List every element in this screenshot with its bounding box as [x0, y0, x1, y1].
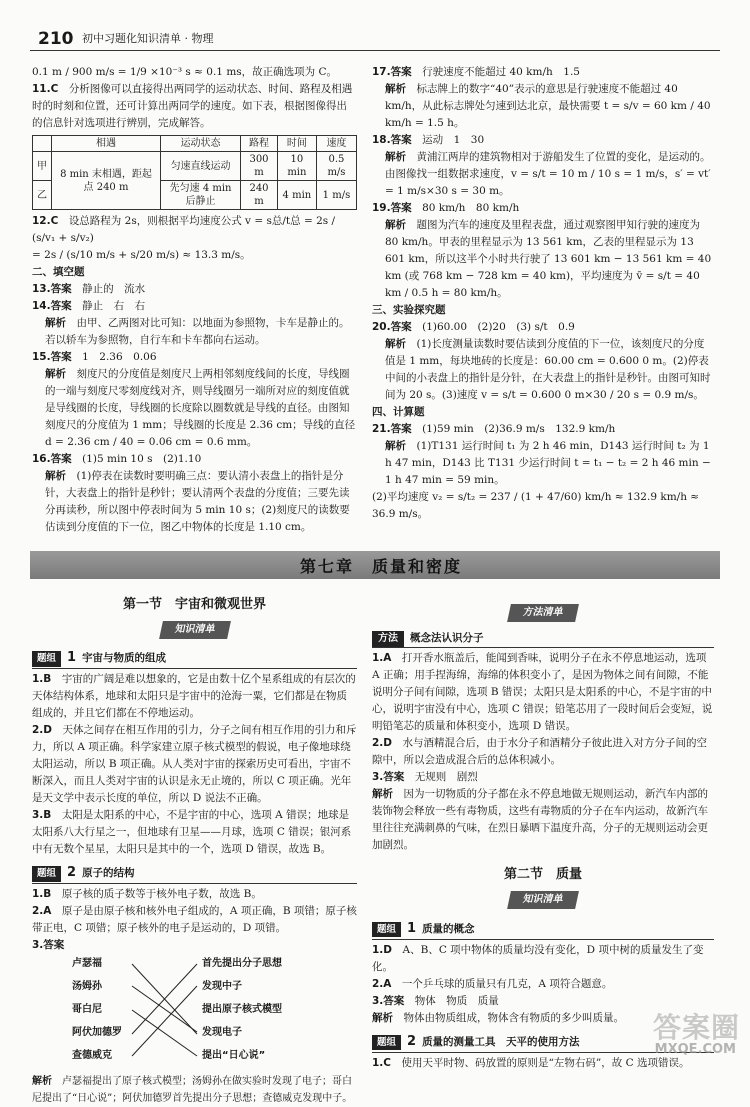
answer-body: 静止 右 右	[82, 300, 145, 312]
knowledge-list-tag: 知识清单	[507, 891, 579, 909]
match-person: 汤姆孙	[72, 979, 102, 995]
header-rule	[30, 50, 720, 51]
answer-label: 15.答案	[32, 351, 72, 363]
left-column-top	[32, 64, 357, 536]
answer-body: (1)60.00 (2)20 (3) s/t 0.9	[422, 321, 575, 333]
answer-text: (2)平均速度 v₂ = s/t₂ = 237 / (1 + 47/60) km/h ≈ 132.9 km/h ≈ 36.9 m/s。	[372, 489, 714, 523]
answer-label: 1.B	[32, 888, 51, 900]
answer-item	[32, 451, 357, 468]
answer-item	[372, 319, 714, 336]
answer-body: (1)59 min (2)36.9 m/s 132.9 km/h	[422, 423, 615, 435]
answer-label: 解析	[385, 440, 406, 452]
answer-text: 0.1 m / 900 m/s = 1/9 ×10⁻³ s ≈ 0.1 ms，故正确选项为 C。	[32, 64, 357, 81]
table-cell: 10 min	[277, 152, 316, 181]
answer-label: 解析	[385, 338, 406, 350]
answer-body: (1)T131 运行时间 t₁ 为 2 h 46 min，D143 运行时间 t₂ 为 1 h 47 min，D143 比 T131 少运行时间 t = t₁ − t₂ = 2 h 46 min − 1 h 47 min = 59 min。	[385, 440, 711, 486]
answer-label: 21.答案	[372, 423, 412, 435]
answer-label: 3.答案	[32, 939, 64, 951]
answer-label: 解析	[372, 788, 393, 800]
table-header-cell: 速度	[316, 136, 356, 152]
answer-label: 12.C	[32, 215, 58, 227]
answer-body: 宇宙的广阔是难以想象的，它是由数十亿个星系组成的有层次的天体结构体系，地球和太阳只是宇宙中的沧海一粟，它们都是在物质组成的，并且它们都在不停地运动。	[32, 673, 356, 719]
table-cell: 300 m	[241, 152, 278, 181]
answer-item	[32, 81, 357, 132]
table-header-cell: 运动状态	[161, 136, 241, 152]
answer-label: 19.答案	[372, 202, 412, 214]
table-cell: 8 min 末相遇，距起点 240 m	[52, 152, 161, 210]
section-heading: 四、计算题	[372, 404, 714, 421]
answer-label: 13.答案	[32, 283, 72, 295]
answer-item	[372, 421, 714, 438]
answer-item	[32, 298, 357, 315]
answer-body: 水与酒精混合后，由于水分子和酒精分子彼此进入对方分子间的空隙中，所以会造成混合后的总体积减小。	[372, 737, 707, 766]
answer-body: 无规则 剧烈	[415, 771, 478, 783]
answer-label: 1.B	[32, 673, 51, 685]
answer-label: 1.A	[372, 652, 391, 664]
answer-label: 解析	[45, 317, 66, 329]
answer-body: 黄浦江两岸的建筑物相对于游船发生了位置的变化，是运动的。由图像找一组数据求速度，v = s/t = 10 m / 10 s = 1 m/s，s′ = vt′ = 1 m/s×30 s = 30 m。	[385, 151, 711, 197]
answer-label: 17.答案	[372, 66, 412, 78]
answer-item	[372, 64, 714, 81]
answer-label: 1.C	[372, 1057, 391, 1069]
match-achievement: 发现中子	[202, 979, 242, 995]
answer-item	[372, 132, 714, 149]
answer-item	[32, 903, 357, 937]
answer-label: 2.A	[372, 978, 391, 990]
knowledge-list-tag: 知识清单	[159, 621, 231, 639]
book-title: 初中习题化知识清单 · 物理	[82, 30, 214, 48]
answer-body: 原子是由原子核和核外电子组成的，A 项正确，B 项错；原子核带正电，C 项错；原子核外的电子是运动的，D 项错。	[32, 905, 357, 934]
watermark-logo: 答案圈	[653, 1005, 740, 1050]
right-column-top	[372, 64, 714, 523]
answer-item	[32, 807, 357, 858]
answer-item	[372, 735, 714, 769]
table-cell: 乙	[33, 181, 52, 210]
answer-body: 运动 1 30	[422, 134, 484, 146]
answer-body: (1)长度测量读数时要估读到分度值的下一位，该刻度尺的分度值是 1 mm，每块地砖的长度是：60.00 cm = 0.600 0 m。(2)停表中间的小表盘上的指针是分针，在大表盘上的指针是秒针。由图可知时间为 20 s。(3)速度 v = s/t = 0.600 0 m×30 / 20 s = 0.9 m/s。	[385, 338, 711, 401]
answer-label: 2.D	[32, 724, 52, 736]
question-group-header: 题组 1 质量的概念	[372, 918, 714, 940]
answer-label: 解析	[385, 151, 406, 163]
method-header: 方法 概念法认识分子	[372, 630, 714, 648]
matching-diagram	[32, 954, 357, 1074]
answer-label: 18.答案	[372, 134, 412, 146]
section-heading: 三、实验探究题	[372, 302, 714, 319]
answer-body: 1 2.36 0.06	[82, 351, 156, 363]
answer-body: 太阳是太阳系的中心，不是宇宙的中心，选项 A 错误；地球是太阳系八大行星之一，但地球有卫星——月球，选项 C 错误；银河系中有无数个星星，太阳只是其中的一个，选项 D 错误，故选 B。	[32, 809, 351, 855]
match-person: 卢瑟福	[72, 956, 102, 972]
watermark-url: MXQE.COM	[655, 1039, 736, 1060]
chapter-banner	[30, 551, 720, 579]
answer-body: 物体 物质 质量	[415, 995, 499, 1007]
answer-label: 20.答案	[372, 321, 412, 333]
match-achievement: 提出原子核式模型	[202, 1002, 282, 1018]
answer-body: 标志牌上的数字“40”表示的意思是行驶速度不能超过 40 km/h，从此标志牌处匀速到达北京，最快需要 t = s/v = 60 km / 40 km/h = 1.5 h。	[385, 83, 711, 129]
right-answers	[372, 64, 714, 523]
answer-label: 3.答案	[372, 771, 404, 783]
answer-label: 解析	[385, 219, 406, 231]
answer-item	[372, 786, 714, 854]
answer-item	[372, 769, 714, 786]
answer-label: 11.C	[32, 83, 58, 95]
answer-item	[372, 976, 714, 993]
answer-item	[372, 942, 714, 976]
answer-item	[32, 722, 357, 807]
table-cell: 4 min	[277, 181, 316, 210]
match-achievement: 提出“日心说”	[202, 1048, 265, 1064]
analysis-paragraph	[372, 336, 714, 404]
match-person: 查德威克	[72, 1048, 112, 1064]
analysis-paragraph	[372, 149, 714, 200]
question-group-header: 题组 2 质量的测量工具 天平的使用方法	[372, 1031, 714, 1053]
analysis-paragraph	[372, 81, 714, 132]
group-one-answers	[32, 671, 357, 858]
answer-body: 由甲、乙两图对比可知：以地面为参照物，卡车是静止的。若以轿车为参照物，自行车和卡车都向右运动。	[45, 317, 350, 346]
chapter-title: 第七章 质量和密度	[300, 554, 462, 580]
answer-body: 设总路程为 2s，则根据平均速度公式 v = s总/t总 = 2s / (s/v₁ + s/v₂)	[32, 215, 335, 244]
table-cell: 240 m	[241, 181, 278, 210]
table-header-row	[33, 136, 357, 152]
answer-body: 静止的 流水	[82, 283, 145, 295]
section-title: 第一节 宇宙和微观世界	[32, 594, 357, 615]
question-group-header: 题组 1 宇宙与物质的组成	[32, 647, 357, 669]
answer-body: 打开香水瓶盖后，能闻到香味，说明分子在永不停息地运动，选项 A 正确；用手捏海绵，海绵的体积变小了，是因为物体之间有间隙，不能说明分子间有间隙，选项 B 错误；太阳只是太阳系的中心，不是宇宙的中心，说明宇宙没有中心，选项 C 错误；铅笔芯用了一段时间后会变短，说明铅笔芯的质量和体积变小，选项 D 错误。	[372, 652, 712, 732]
method-list-tag: 方法清单	[507, 604, 579, 622]
analysis-paragraph	[32, 468, 357, 536]
table-cell: 匀速直线运动	[161, 152, 241, 181]
answer-body: A、B、C 项中物体的质量均没有变化，D 项中树的质量发生了变化。	[372, 944, 703, 973]
answer-body: 分析图像可以直接得出两同学的运动状态、时间、路程及相遇时的时刻和位置，还可计算出两同学的速度。如下表，根据图像得出的信息针对选项进行辨别，完成解答。	[32, 83, 352, 129]
analysis-paragraph	[372, 217, 714, 302]
table-cell: 先匀速 4 min 后静止	[161, 181, 241, 210]
answer-label: 3.B	[32, 809, 51, 821]
section-title: 第二节 质量	[372, 864, 714, 885]
table-header-cell: 路程	[241, 136, 278, 152]
table-cell: 甲	[33, 152, 52, 181]
answer-label: 2.D	[372, 737, 392, 749]
table-cell: 1 m/s	[316, 181, 356, 210]
answer-item	[32, 937, 357, 954]
section-heading: 二、填空题	[32, 264, 357, 281]
method-section	[372, 600, 714, 1072]
answer-item	[372, 650, 714, 735]
answer-text: = 2s / (s/10 m/s + s/20 m/s) ≈ 13.3 m/s。	[32, 247, 357, 264]
table-header-cell	[33, 136, 52, 152]
answer-body: 天体之间存在相互作用的引力，分子之间有相互作用的引力和斥力，所以 A 项正确。科学家建立原子核式模型的假说，电子像地球绕太阳运动，所以 B 项正确。从人类对宇宙的探索历史可看出，宇宙不断深入，而且人类对宇宙的认识是永无止境的，所以 C 项正确。光年是天文学中表示长度的单位，所以 D 说法不正确。	[32, 724, 357, 804]
answer-body: 刻度尺的分度值是刻度尺上两相邻刻度线间的长度，导线圈的一端与刻度尺零刻度线对齐，则导线圈另一端所对应的刻度值就是导线圈的长度，导线圈的长度除以圈数就是导线的直径。由图知刻度尺的分度值为 1 mm；导线圈的长度是 2.36 cm；导线的直径 d = 2.36 cm / 40 = 0.06 cm = 0.6 mm。	[45, 368, 355, 448]
table-cell: 0.5 m/s	[316, 152, 356, 181]
match-person: 哥白尼	[72, 1002, 102, 1018]
answer-item	[372, 200, 714, 217]
answer-body: 物体由物质组成，物体含有物质的多少叫质量。	[404, 1012, 625, 1024]
answer-body: 一个乒乓球的质量只有几克，A 项符合题意。	[402, 978, 612, 990]
method-answers	[372, 650, 714, 854]
answer-body: (1)5 min 10 s (2)1.10	[82, 453, 201, 465]
answer-body: 行驶速度不能超过 40 km/h 1.5	[422, 66, 580, 78]
answer-label: 14.答案	[32, 300, 72, 312]
answer-label: 解析	[372, 1012, 393, 1024]
analysis-paragraph	[32, 315, 357, 349]
match-achievement: 发现电子	[202, 1025, 242, 1041]
question-group-header: 题组 2 原子的结构	[32, 862, 357, 884]
answer-item	[32, 281, 357, 298]
table-row	[33, 152, 357, 181]
table-header-cell: 相遇	[52, 136, 161, 152]
left-answers	[32, 64, 357, 536]
match-person: 阿伏加德罗	[72, 1025, 122, 1041]
motion-table	[32, 135, 357, 210]
group-two-answers	[32, 886, 357, 954]
answer-body: 80 km/h 80 km/h	[422, 202, 519, 214]
answer-body: (1)停表在读数时要明确三点：要认清小表盘上的指针是分针，大表盘上的指针是秒针；要认清两个表盘的分度值；三要先读分再读秒，所以图中停表时间为 5 min 10 s；(2)刻度尺的读数要估读到分度值的下一位，图乙中物体的长度是 1.10 cm。	[45, 470, 350, 533]
answer-label: 解析	[45, 470, 66, 482]
answer-body: 原子核的质子数等于核外电子数，故选 B。	[62, 888, 262, 900]
answer-label: 解析	[45, 368, 66, 380]
section-one: 第一节 宇宙和微观世界 知识清单 题组 1 宇宙与物质的组成 1.B 宇宙的广阔是难以想象的，它是由数十亿个星系组成的有层次的天体结构体系，地球和太阳只是宇宙中的沧海一粟，它们都是在物质组成的，并且它们都在不停地运动。 2.D 天体之间存在相互作用的引力，分子之间有相互作用的引力和斥力，所以 A 项正确。科学家建立原子核式模型的假说，电子像地球绕太阳运动，所以 B 项正确。从人类对宇宙的探索历史可看出，宇宙不断深入，而且人类对宇宙的认识是永无止境的，所以 C 项正确。光年是天文学中表示长度的单位，所以 D 说法不正确。 3.B 太阳是太阳系的中心，不是宇宙的中心，选项 A 错误；地球是太阳系八大行星之一，但地球有卫星——月球，选项 C 错误；银河系中有无数个星星，太阳只是其中的一个，选项 D 错误，故选 B。 题组 2 原子的结构 1.B 原子核的质子数等于核外电子数，故选 B。 2.A 原子是由原子核和核外电子组成的，A 项正确，B 项错；原子核带正电，C 项错；原子核外的电子是运动的，D 项错。 3.答案 卢瑟福 汤姆孙 哥白尼 阿伏加德罗 查德威克 首先提出分子思想 发现中子 提出原子核式模型 发现电子 提出“日心说” 解析 卢瑟福提出了原子核式模型；汤姆孙在做实验时发现了电子；哥白尼提出了“日心说”；阿伏加德罗首先提出分子思想；查德威克发现中子。	[32, 592, 357, 1107]
analysis-paragraph	[372, 438, 714, 489]
answer-body: 使用天平时物、码放置的原则是“左物右码”，故 C 选项错误。	[402, 1057, 690, 1069]
answer-label: 2.A	[32, 905, 51, 917]
analysis-paragraph	[32, 366, 357, 451]
table-header-cell: 时间	[277, 136, 316, 152]
answer-item	[32, 213, 357, 247]
answer-item	[32, 349, 357, 366]
answer-label: 16.答案	[32, 453, 72, 465]
answer-label: 3.答案	[372, 995, 404, 1007]
answer-item	[32, 886, 357, 903]
answer-body: 因为一切物质的分子都在永不停息地做无规则运动，新汽车内部的装饰物会释放一些有毒物质，这些有毒物质的分子在车内运动，故新汽车里往往充满刺鼻的气味，在烈日暴晒下温度升高，分子的无规则运动会更加剧烈。	[372, 788, 708, 851]
page-number: 210	[38, 26, 74, 54]
answer-label: 1.D	[372, 944, 392, 956]
answer-item	[32, 671, 357, 722]
page-header	[0, 0, 750, 52]
match-achievement: 首先提出分子思想	[202, 956, 282, 972]
answer-body: 题图为汽车的速度及里程表盘，通过观察图甲知行驶的速度为 80 km/h。甲表的里程显示为 13 561 km，乙表的里程显示为 13 601 km，所以这半个小时共行驶了 13 601 km − 13 561 km = 40 km (或 768 km − 728 km = 40 km)，平均速度为 v̄ = s/t = 40 km / 0.5 h = 80 km/h。	[385, 219, 711, 299]
answer-label: 解析	[385, 83, 406, 95]
